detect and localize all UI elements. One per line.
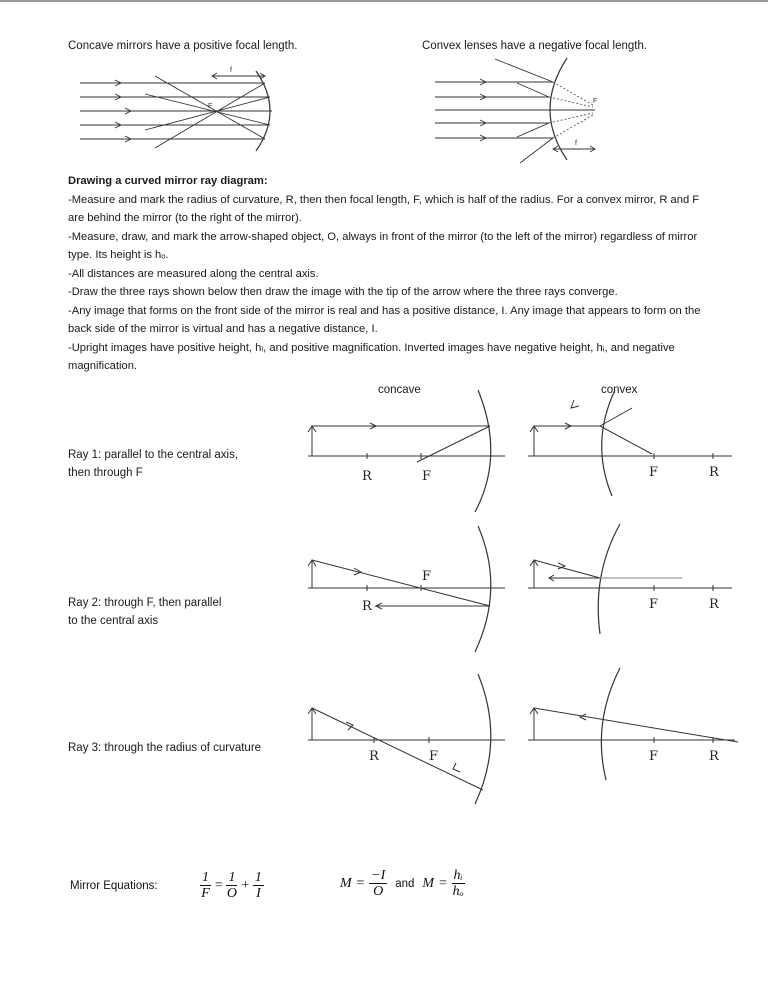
magnification-symbol: M bbox=[422, 875, 435, 891]
concave-column-header: concave bbox=[378, 384, 421, 396]
ray3-concave-F: F bbox=[429, 749, 439, 764]
fraction-1-over-F bbox=[200, 870, 211, 901]
numerator: 1 bbox=[228, 870, 236, 885]
numerator: 1 bbox=[202, 870, 209, 885]
fraction-1-over-I bbox=[253, 870, 264, 901]
ray3-convex-R: R bbox=[709, 749, 719, 764]
ray2-concave-R: R bbox=[362, 599, 372, 614]
and-word: and bbox=[395, 877, 415, 890]
ray2-convex-R: R bbox=[709, 597, 719, 612]
denominator: hₒ bbox=[452, 884, 464, 899]
ray2-concave-F: F bbox=[422, 569, 432, 584]
numerator: −I bbox=[371, 868, 386, 883]
denominator: F bbox=[201, 886, 210, 901]
instruction-line: -Draw the three rays shown below then draw the image with the tip of the arrow where the three rays converge. bbox=[68, 286, 618, 298]
ray1-convex-F: F bbox=[649, 465, 659, 480]
ray1-concave-F: F bbox=[422, 469, 432, 484]
fraction-minus-I-over-O bbox=[369, 868, 387, 899]
ray1-concave-diagram bbox=[300, 388, 510, 513]
convex-intro-diagram bbox=[425, 55, 615, 165]
mirror-equation bbox=[200, 870, 264, 901]
magnification-equation bbox=[340, 868, 465, 899]
ray1-label bbox=[68, 446, 238, 482]
ray2-label bbox=[68, 594, 221, 630]
plus-sign: + bbox=[240, 877, 250, 893]
instruction-line: -Any image that forms on the front side of the mirror is real and has a positive distance, I. Any image that appears to form on the back side of the mirror is virtual and has a negative distance, I. bbox=[68, 304, 701, 335]
ray1-label-line1: Ray 1: parallel to the central axis, bbox=[68, 449, 239, 461]
ray3-label-line1: Ray 3: through the radius of curvature bbox=[68, 742, 262, 754]
ray2-convex-F: F bbox=[649, 597, 659, 612]
ray1-convex-diagram bbox=[520, 388, 735, 498]
ray1-label-line2: then through F bbox=[68, 467, 143, 479]
equals-sign: = bbox=[214, 877, 224, 893]
convex-focal-label: F bbox=[593, 98, 598, 105]
magnification-symbol: M bbox=[340, 875, 352, 891]
ray3-concave-diagram bbox=[300, 672, 510, 807]
ray3-label bbox=[68, 739, 261, 757]
ray2-label-line2: to the central axis bbox=[68, 615, 159, 627]
convex-f-dimension-label: f bbox=[575, 140, 577, 147]
ray3-convex-F: F bbox=[649, 749, 659, 764]
concave-mirror-caption: Concave mirrors have a positive focal length. bbox=[68, 40, 298, 52]
fraction-1-over-O bbox=[226, 870, 237, 901]
ray1-convex-R: R bbox=[709, 465, 719, 480]
equals-sign: = bbox=[355, 875, 366, 891]
numerator: hᵢ bbox=[453, 868, 463, 883]
denominator: O bbox=[226, 886, 238, 901]
denominator: I bbox=[256, 886, 261, 901]
convex-column-header: convex bbox=[601, 384, 638, 396]
ray2-label-line1: Ray 2: through F, then parallel bbox=[68, 597, 222, 609]
numerator: 1 bbox=[254, 870, 262, 885]
denominator: O bbox=[373, 884, 384, 899]
mirror-equations-label: Mirror Equations: bbox=[70, 880, 158, 892]
concave-mirror-intro-diagram bbox=[70, 68, 300, 158]
instructions-block bbox=[68, 172, 708, 376]
scan-edge bbox=[0, 0, 768, 2]
focal-point-label: F bbox=[208, 103, 213, 110]
f-dimension-label: f bbox=[230, 67, 232, 74]
instructions-heading: Drawing a curved mirror ray diagram: bbox=[68, 175, 268, 187]
instruction-line: -Measure and mark the radius of curvature, R, then then focal length, F, which is half of the radius. For a convex mirror, R and F are behind the mirror (to the right of the mirror). bbox=[68, 193, 700, 224]
ray1-concave-R: R bbox=[362, 469, 372, 484]
ray3-concave-R: R bbox=[369, 749, 379, 764]
equals-sign: = bbox=[438, 875, 448, 891]
instruction-line: -Upright images have positive height, hᵢ, and positive magnification. Inverted images have negative height, hᵢ, and negative magnification. bbox=[68, 341, 675, 372]
fraction-hi-over-ho bbox=[452, 868, 465, 899]
ray2-concave-diagram bbox=[300, 524, 510, 654]
instruction-line: -Measure, draw, and mark the arrow-shaped object, O, always in front of the mirror (to the left of the mirror) regardless of mirror type. Its height is hₒ. bbox=[68, 230, 698, 261]
ray2-convex-diagram bbox=[520, 524, 735, 644]
instruction-line: -All distances are measured along the central axis. bbox=[68, 267, 319, 280]
ray3-convex-diagram bbox=[520, 668, 740, 783]
convex-lens-caption: Convex lenses have a negative focal length. bbox=[422, 40, 648, 52]
